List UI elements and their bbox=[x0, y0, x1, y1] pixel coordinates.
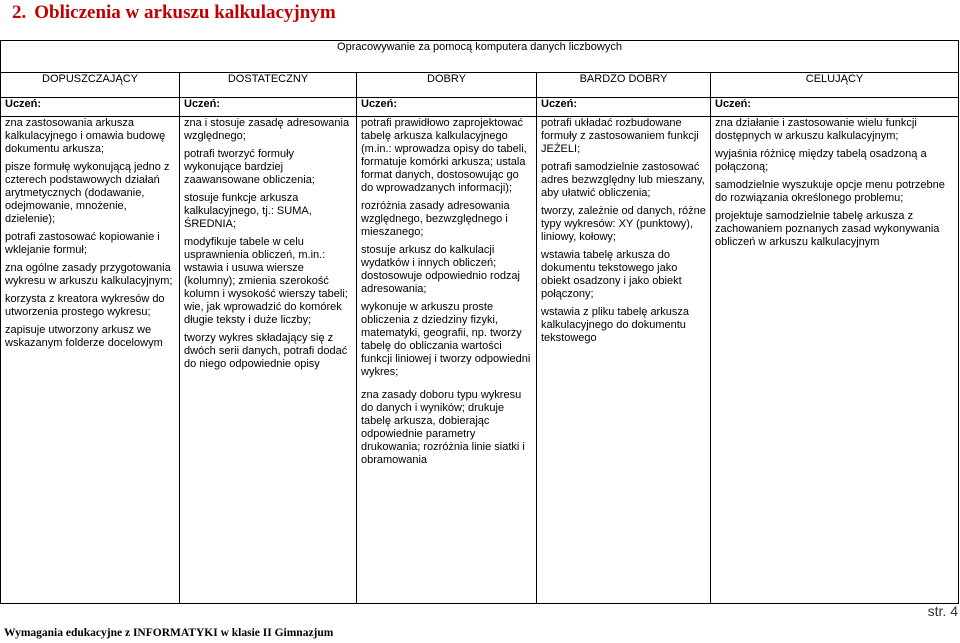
section-heading bbox=[12, 2, 336, 26]
requirement-item: stosuje funkcje arkusza kalkulacyjnego, tj.: SUMA, ŚREDNIA; bbox=[184, 192, 312, 230]
requirement-item: zapisuje utworzony arkusz we wskazanym folderze docelowym bbox=[5, 324, 163, 349]
requirements-cell bbox=[180, 117, 357, 604]
requirements-table bbox=[0, 40, 959, 604]
uczen-label: Uczeń: bbox=[180, 98, 357, 117]
requirement-item: rozróżnia zasady adresowania względnego, bezwzględnego i mieszanego; bbox=[361, 200, 510, 238]
level-header: DOBRY bbox=[357, 73, 537, 98]
requirement-item: wstawia z pliku tabelę arkusza kalkulacyjnego do dokumentu tekstowego bbox=[541, 306, 689, 344]
requirement-item: projektuje samodzielnie tabelę arkusza z zachowaniem poznanych zasad wykonywania obliczeń w arkuszu kalkulacyjnym bbox=[715, 210, 940, 248]
requirement-item: korzysta z kreatora wykresów do utworzenia prostego wykresu; bbox=[5, 293, 165, 318]
requirements-cell bbox=[537, 117, 711, 604]
table-title: Opracowywanie za pomocą komputera danych liczbowych bbox=[1, 41, 959, 73]
requirement-item: zna działanie i zastosowanie wielu funkcji dostępnych w arkuszu kalkulacyjnym; bbox=[715, 117, 917, 142]
level-header: BARDZO DOBRY bbox=[537, 73, 711, 98]
requirement-item: wstawia tabelę arkusza do dokumentu tekstowego jako obiekt osadzony i jako obiekt połączony; bbox=[541, 249, 682, 300]
requirement-item: tworzy, zależnie od danych, różne typy wykresów: XY (punktowy), liniowy, kołowy; bbox=[541, 205, 706, 243]
level-header: DOPUSZCZAJĄCY bbox=[1, 73, 180, 98]
level-header: DOSTATECZNY bbox=[180, 73, 357, 98]
page-footer: Wymagania edukacyjne z INFORMATYKI w klasie II Gimnazjum bbox=[4, 627, 334, 639]
requirement-item: samodzielnie wyszukuje opcje menu potrzebne do rozwiązania określonego problemu; bbox=[715, 179, 945, 204]
uczen-label: Uczeń: bbox=[711, 98, 959, 117]
level-header: CELUJĄCY bbox=[711, 73, 959, 98]
requirement-item: modyfikuje tabele w celu usprawnienia obliczeń, m.in.: wstawia i usuwa wiersze (kolumny); zmienia szerokość kolumn i wysokość wierszy tabeli; wie, jak wprowadzić do komórek długie teksty i duże liczby; bbox=[184, 236, 348, 326]
requirements-cell bbox=[711, 117, 959, 604]
requirement-item: zna ogólne zasady przygotowania wykresu w arkuszu kalkulacyjnym; bbox=[5, 262, 173, 287]
requirements-cell bbox=[1, 117, 180, 604]
uczen-label: Uczeń: bbox=[537, 98, 711, 117]
requirement-item: potrafi samodzielnie zastosować adres bezwzględny lub mieszany, aby ułatwić obliczenia; bbox=[541, 161, 705, 199]
uczen-label: Uczeń: bbox=[1, 98, 180, 117]
section-title: Obliczenia w arkuszu kalkulacyjnym bbox=[34, 2, 336, 23]
requirement-item: tworzy wykres składający się z dwóch serii danych, potrafi dodać do niego odpowiednie opisy bbox=[184, 332, 348, 370]
requirement-item: potrafi prawidłowo zaprojektować tabelę arkusza kalkulacyjnego (m.in.: wprowadza opisy do tabeli, formatuje komórki arkusza; ustala format danych, dostosowując go do wprowadzanych informacji); bbox=[361, 117, 527, 194]
requirement-item: zna zasady doboru typu wykresu do danych i wyników; drukuje tabelę arkusza, dobierając odpowiednie parametry drukowania; rozróżnia linie siatki i obramowania bbox=[361, 389, 525, 466]
requirement-item: wyjaśnia różnicę między tabelą osadzoną a połączoną; bbox=[715, 148, 927, 173]
requirement-item: wykonuje w arkuszu proste obliczenia z dziedziny fizyki, matematyki, geografii, np. tworzy tabelę do obliczania wartości funkcji liniowej i tworzy odpowiedni wykres; bbox=[361, 301, 531, 378]
requirement-item: potrafi tworzyć formuły wykonujące bardziej zaawansowane obliczenia; bbox=[184, 148, 315, 186]
section-number: 2. bbox=[12, 2, 27, 23]
requirement-item: potrafi układać rozbudowane formuły z zastosowaniem funkcji JEŻELI; bbox=[541, 117, 699, 155]
requirements-cell bbox=[357, 117, 537, 604]
requirement-item: potrafi zastosować kopiowanie i wklejanie formuł; bbox=[5, 231, 160, 256]
requirement-item: pisze formułę wykonującą jedno z czterech podstawowych działań arytmetycznych (dodawanie, odejmowanie, mnożenie, dzielenie); bbox=[5, 161, 170, 225]
uczen-label: Uczeń: bbox=[357, 98, 537, 117]
requirement-item: stosuje arkusz do kalkulacji wydatków i innych obliczeń; dostosowuje odpowiednio rodzaj adresowania; bbox=[361, 244, 520, 295]
page-number: str. 4 bbox=[927, 603, 958, 619]
requirement-item: zna zastosowania arkusza kalkulacyjnego i omawia budowę dokumentu arkusza; bbox=[5, 117, 166, 155]
requirement-item: zna i stosuje zasadę adresowania względnego; bbox=[184, 117, 350, 142]
